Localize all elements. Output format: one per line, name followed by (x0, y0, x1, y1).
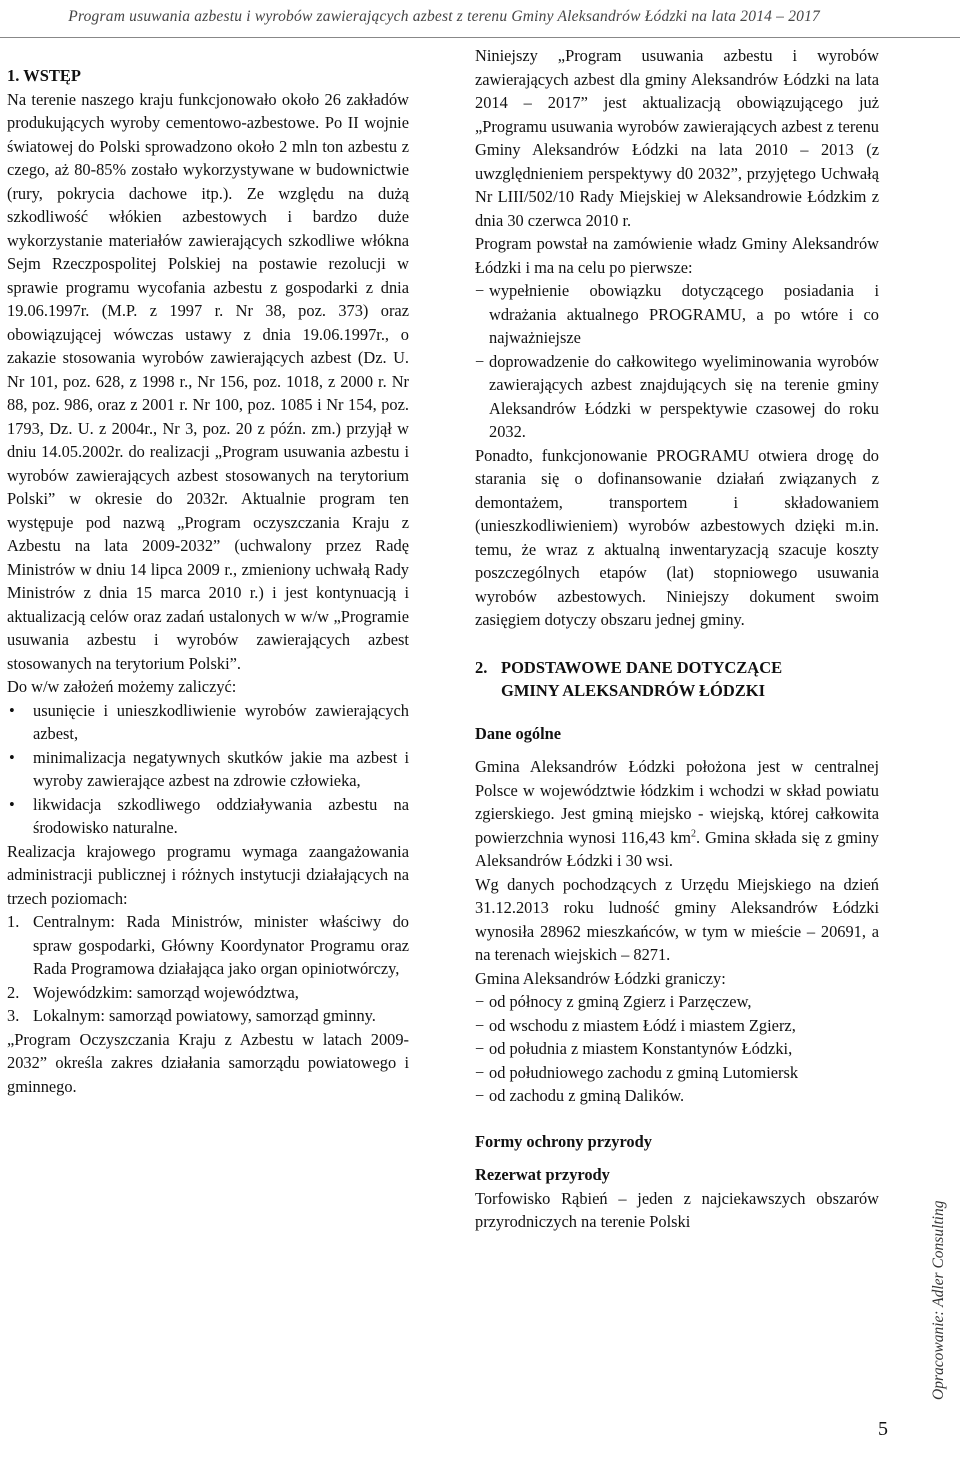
list-item: − od północy z gminą Zgierz i Parzęczew, (475, 992, 752, 1011)
bullet-icon: • (9, 700, 15, 720)
list-item: − od południa z miastem Konstantynów Łódzki, (475, 1039, 793, 1058)
section-heading-intro: 1. WSTĘP (7, 66, 81, 85)
subheading-protection: Formy ochrony przyrody (475, 1131, 652, 1151)
dash-icon: − (475, 351, 485, 371)
goals-list (7, 699, 409, 840)
list-item: • minimalizacja negatywnych skutków jakie ma azbest i wyroby zawierające azbest na zdrowie człowieka, (9, 747, 409, 790)
levels-list (7, 910, 409, 1028)
subheading-general: Dane ogólne (475, 723, 562, 743)
borders-list (475, 990, 879, 1108)
list-item: − od zachodu z gminą Dalików. (475, 1086, 685, 1105)
bullet-icon: • (9, 747, 15, 767)
running-header (0, 0, 960, 38)
list-item: 3. Lokalnym: samorząd powiatowy, samorząd gminny. (7, 1006, 376, 1025)
list-item: − od wschodu z miastem Łódź i miastem Zgierz, (475, 1015, 796, 1035)
bullet-icon: • (9, 794, 15, 814)
scope-paragraph: „Program Oczyszczania Kraju z Azbestu w latach 2009-2032” określa zakres działania samorządu powiatowego i gminnego. (7, 1029, 409, 1096)
general-paragraph: Gmina Aleksandrów Łódzki położona jest w centralnej Polsce w województwie łódzkim i wchodzi w skład powiatu zgierskiego. Jest gminą miejsko - wiejską, której całkowita powierzchnia wynosi 116,43 $km^2$. Gmina składa się z gminy Aleksandrów Łódzki i 30 wsi. (475, 757, 879, 870)
side-note: Opracowanie: Adler Consulting (930, 1200, 947, 1400)
list-item: − od południowego zachodu z gminą Lutomiersk (475, 1062, 799, 1082)
running-title: Program usuwania azbestu i wyrobów zawierających azbest z terenu Gminy Aleksandrów Łódzki na lata 2014 – 2017 (68, 8, 820, 25)
list-item: • usunięcie i unieszkodliwienie wyrobów zawierających azbest, (9, 700, 409, 743)
program-paragraph: Niniejszy „Program usuwania azbestu i wyrobów zawierających azbest dla gminy Aleksandrów Łódzki na lata 2014 – 2017” jest aktualizacją obowiązującego już „Programu usuwania wyrobów zawierających azbest z terenu Gminy Aleksandrów Łódzki na lata 2010 – 2013 (z uwzględnieniem perspektywy d0 2032”, przyjętego Uchwałą Nr LIII/502/10 Rady Miejskiej w Aleksandrowie Łódzkim z dnia 30 czerwca 2010 r. (475, 46, 879, 230)
page-number: 5 (878, 1418, 888, 1440)
created-paragraph: Program powstał na zamówienie władz Gminy Aleksandrów Łódzki i ma na celu po pierwsze: (475, 234, 879, 277)
subheading-reserve: Rezerwat przyrody (475, 1165, 610, 1184)
list-item: 2. Wojewódzkim: samorząd województwa, (7, 982, 299, 1002)
reserve-paragraph: Torfowisko Rąbień – jeden z najciekawszych obszarów przyrodniczych na terenie Polski (475, 1188, 879, 1231)
moreover-paragraph: Ponadto, funkcjonowanie PROGRAMU otwiera drogę do starania się o dofinansowanie działań związanych z demontażem, transportem i składowaniem (unieszkodliwieniem) wyrobów azbestowych dzięki m.in. temu, że wraz z aktualną inwentaryzacją szacuje koszty poszczególnych etapów (lat) stopniowego usuwania wyrobów azbestowych. Niniejszy dokument swoim zasięgiem dotyczy obszaru jednej gminy. (475, 445, 879, 629)
list-item: − wypełnienie obowiązku dotyczącego posiadania i wdrażania aktualnego PROGRAMU, a po wtóre i co najważniejsze (475, 281, 879, 347)
list-item: − doprowadzenie do całkowitego wyeliminowania wyrobów zawierających azbest znajdujących się na terenie gminy Aleksandrów Łódzki w perspektywie czasowej do roku 2032. (475, 351, 879, 441)
created-list (475, 279, 879, 444)
left-column (7, 44, 409, 1098)
borders-intro: Gmina Aleksandrów Łódzki graniczy: (475, 968, 726, 988)
list-item: 1. Centralnym: Rada Ministrów, minister właściwy do spraw gospodarki, Główny Koordynator Programu oraz Rada Programowa działająca jako organ opiniotwórczy, (7, 912, 409, 978)
population-paragraph: Wg danych pochodzących z Urzędu Miejskiego na dzień 31.12.2013 roku ludność gminy Aleksandrów Łódzki wynosiła 28962 mieszkańców, w tym w mieście – 20691, a na terenach wiejskich – 8271. (475, 874, 879, 964)
list-item: • likwidacja szkodliwego oddziaływania azbestu na środowisko naturalne. (9, 794, 409, 837)
levels-intro: Realizacja krajowego programu wymaga zaangażowania administracji publicznej i różnych instytucji działających na trzech poziomach: (7, 841, 409, 908)
goals-intro: Do w/w założeń możemy zaliczyć: (7, 677, 237, 696)
section-heading-basic-data: 2. PODSTAWOWE DANE DOTYCZĄCE GMINY ALEKSANDRÓW ŁÓDZKI (475, 657, 783, 700)
intro-paragraph: Na terenie naszego kraju funkcjonowało około 26 zakładów produkujących wyroby cementowo-azbestowe. Po II wojnie światowej do Polski sprowadzono około 2 mln ton azbestu z czego, aż 80-85% zostało wykorzystywane w budownictwie (rury, pokrycia dachowe itp.). Ze względu na dużą szkodliwość włókien azbestowych i bardzo duże wykorzystanie materiałów zawierających szkodliwe włókna Sejm Rzeczpospolitej Polskiej na postawie rezolucji w sprawie programu wycofania azbestu z gospodarki z dnia 19.06.1997r. (M.P. z 1997 r. Nr 38, poz. 373) oraz obowiązującej wówczas ustawy z dnia 19.06.1997r., o zakazie stosowania wyrobów zawierających azbest (Dz. U. Nr 101, poz. 628, z 1998 r., Nr 156, poz. 1018, z 2000 r. Nr 88, poz. 986, oraz z 2001 r. Nr 100, poz. 1085 i Nr 154, poz. 1793, Dz. U. z 2004r., Nr 3, poz. 20 z późn. zm.) przyjął w dniu 14.05.2002r. do realizacji „Program usuwania azbestu i wyrobów zawierających azbest stosowanych na terytorium Polski” w okresie do 2032r. Aktualnie program ten występuje pod nazwą „Program oczyszczania Kraju z Azbestu na lata 2009-2032” (uchwalony przez Radę Ministrów w dniu 14 lipca 2009 r., zmieniony uchwałą Rady Ministrów z dnia 15 marca 2010 r.) i jest kontynuacją i aktualizacją celów oraz zadań ustalonych w w/w „Programie usuwania azbestu i wyrobów zawierających azbest stosowanych na terytorium Polski”. (7, 89, 409, 673)
dash-icon: − (475, 281, 485, 300)
right-column (475, 44, 879, 1234)
